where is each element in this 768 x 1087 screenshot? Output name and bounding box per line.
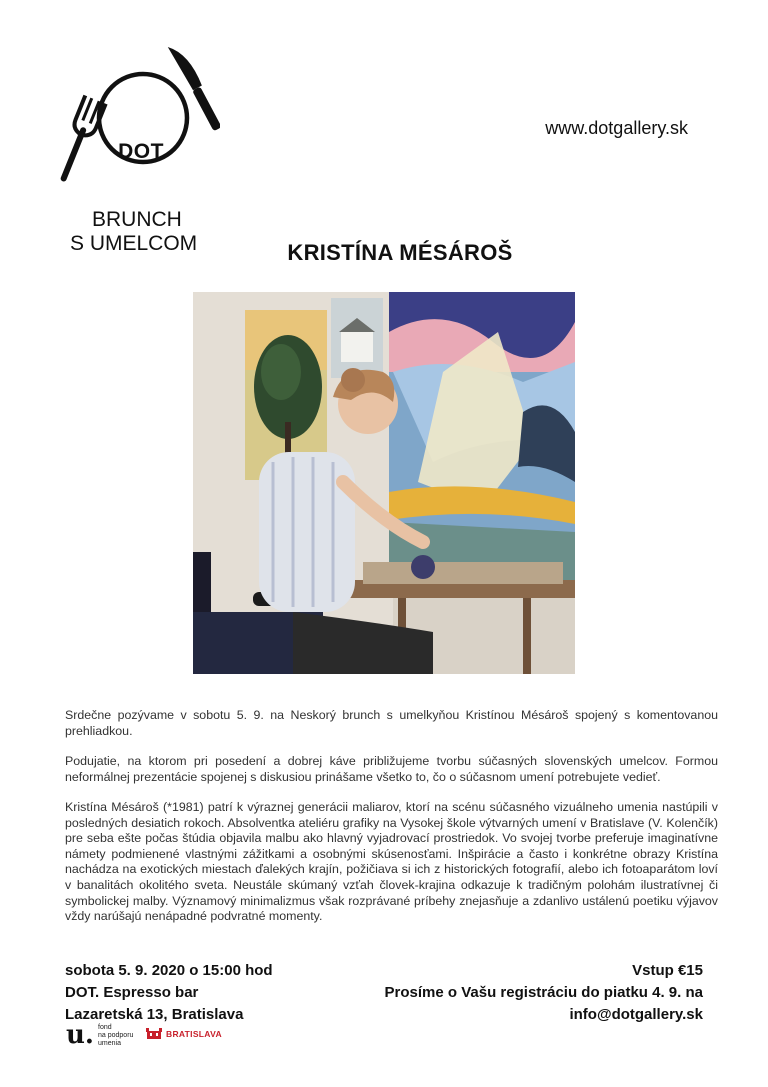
logo-graphic	[50, 36, 220, 221]
fond-logo-letter: u.	[66, 1020, 94, 1050]
event-details	[65, 960, 273, 1026]
logo-brand: DOT.	[118, 140, 168, 163]
fond-line-1: fond	[98, 1024, 112, 1031]
event-description-paragraph: Podujatie, na ktorom pri posedení a dobrej káve približujeme tvorbu súčasných slovenských umelcov. Formou neformálnej prezentácie spojenej s diskusiou prinášame všetko to, čo o súčasnom umení potrebujete vedieť.	[65, 754, 718, 784]
artist-title: KRISTÍNA MÉSÁROŠ	[287, 240, 513, 265]
event-date: sobota 5. 9. 2020 o 15:00 hod	[65, 962, 273, 979]
fond-line-3: umenia	[98, 1040, 121, 1047]
registration-details	[385, 960, 703, 1026]
registration-note: Prosíme o Vašu registráciu do piatku 4. 9. na	[384, 984, 703, 1001]
entry-price: Vstup €15	[632, 962, 703, 979]
bratislava-logo-text: BRATISLAVA	[166, 1029, 222, 1039]
event-venue: DOT. Espresso bar	[65, 984, 199, 1001]
fond-line-2: na podporu	[98, 1032, 134, 1039]
logo-s-umelcom: S UMELCOM	[70, 232, 198, 255]
dot-brunch-logo	[50, 36, 220, 255]
bratislava-castle-icon	[146, 1028, 162, 1040]
fond-logo-text	[98, 1024, 133, 1048]
logo-brunch: BRUNCH	[92, 208, 182, 231]
intro-paragraph: Srdečne pozývame v sobotu 5. 9. na Neskorý brunch s umelkyňou Kristínou Mésároš spojený s komentovanou prehliadkou.	[65, 708, 718, 738]
event-address: Lazaretská 13, Bratislava	[65, 1006, 244, 1023]
website-link[interactable]: www.dotgallery.sk	[545, 118, 688, 138]
contact-email[interactable]: info@dotgallery.sk	[569, 1006, 703, 1023]
artist-bio-paragraph: Kristína Mésároš (*1981) patrí k výraznej generácii maliarov, ktorí na scénu súčasného vizuálneho umenia nastúpili v posledných desiatich rokoch. Absolventka ateliéru grafiky na Vysokej škole výtvarných umení v Bratislave (V. Kolenčík) pre seba ešte počas štúdia objavila malbu ako hlavný vyjadrovací prostriedok. Vo svojej tvorbe preferuje imaginatívne námety podmienené vlastnými zážitkami a osobnými skúsenosťami. Inšpirácie a často i konkrétne obrazy Kristína nachádza na exotických miestach ďalekých krajín, požičiava si ich z historických fotografií, alebo ich fotoaparátom loví v banalitách okolitého sveta. Neustále skúmaný vzťah človek-krajina odkazuje k tradičným polohám ilustratívnej či symbolickej malby. Významový minimalizmus však rozprávané príbehy znejasňuje a zdanlivo ustálenú poetiku výjavov vždy narúšajú nenápadné podvratné momenty.	[65, 800, 718, 924]
artist-photo	[193, 292, 575, 674]
